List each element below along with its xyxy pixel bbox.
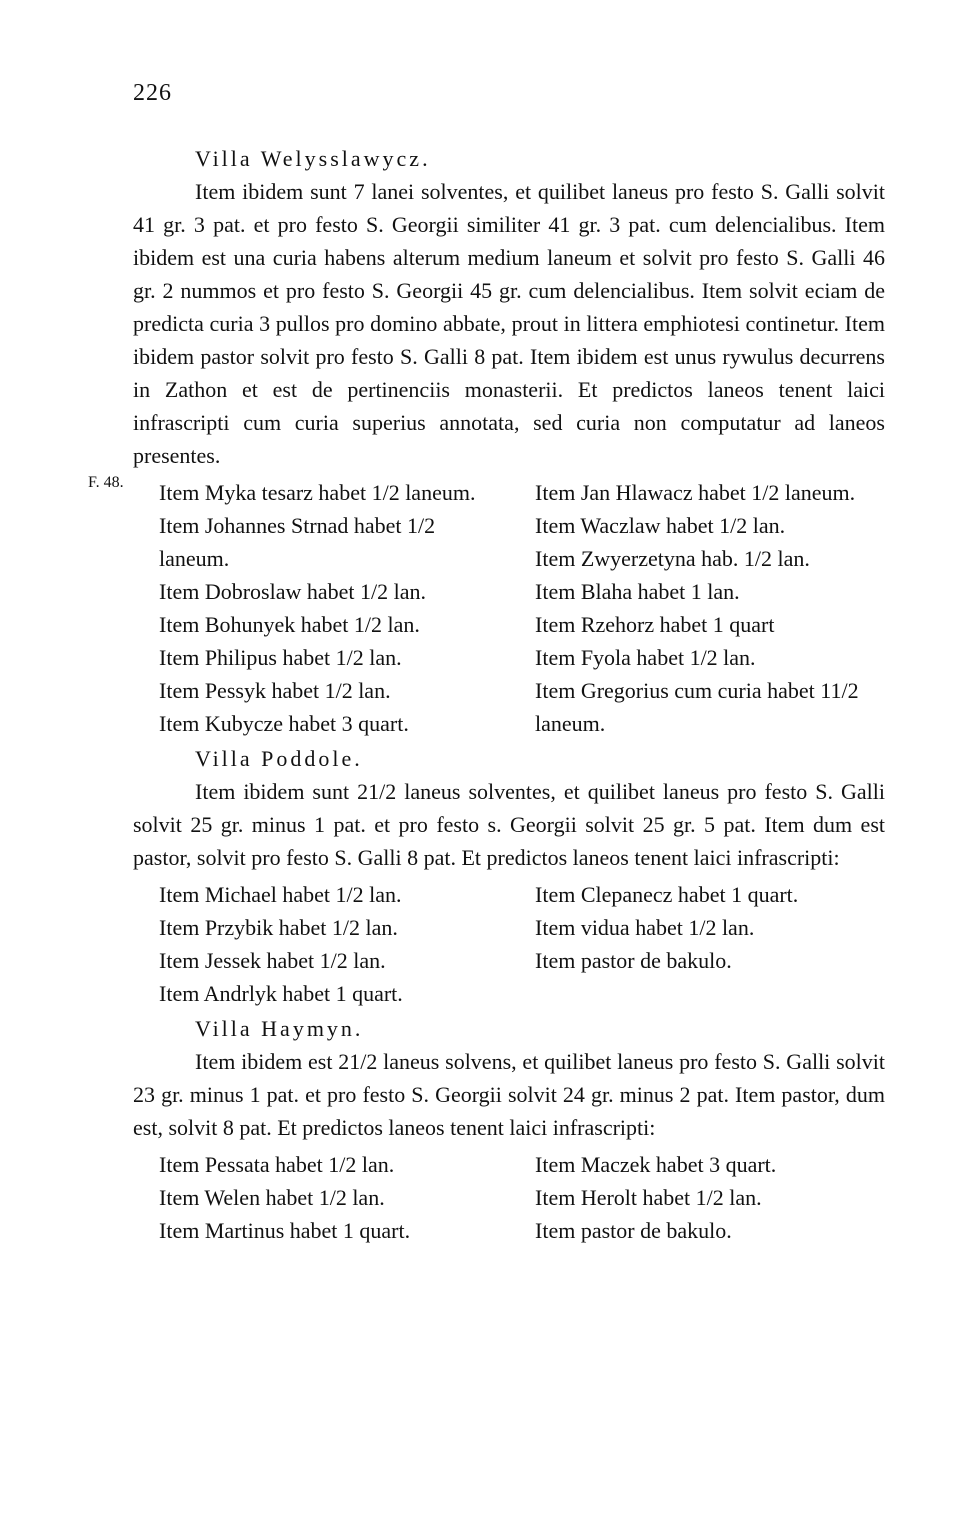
tenant-entry: Item pastor de bakulo. [535,1218,732,1243]
tenant-list-left [133,1148,509,1247]
tenant-entry: Item Blaha habet 1 lan. [535,579,740,604]
tenant-entry: Item Jessek habet 1/2 lan. [159,948,386,973]
tenant-entry: Item Herolt habet 1/2 lan. [535,1185,762,1210]
section-poddole [133,742,885,1010]
tenant-entry: Item Pessyk habet 1/2 lan. [159,678,391,703]
document-body [133,142,885,1249]
tenant-entry: Item Przybik habet 1/2 lan. [159,915,398,940]
section-heading: Villa Haymyn. [195,1016,364,1041]
tenant-entry: Item Bohunyek habet 1/2 lan. [159,612,420,637]
tenant-list-right [509,476,885,740]
tenant-list-right [509,1148,885,1247]
tenant-entry: Item Michael habet 1/2 lan. [159,882,402,907]
tenant-entry: Item Pessata habet 1/2 lan. [159,1152,395,1177]
tenant-entry: Item Johannes Strnad habet 1/2 laneum. [159,513,436,571]
section-paragraph: Item ibidem est 21/2 laneus solvens, et quilibet laneus pro festo S. Galli solvit 23 gr. minus 1 pat. et pro festo S. Georgii solvit 24 gr. minus 2 pat. Item pastor, dum est, solvit 8 pat. Et predictos laneos tenent laici infrascripti: [133,1049,885,1140]
tenant-entry: Item Myka tesarz habet 1/2 laneum. [159,480,476,505]
tenant-entry: Item Jan Hlawacz habet 1/2 laneum. [535,480,856,505]
tenant-entry: Item Clepanecz habet 1 quart. [535,882,799,907]
section-heading: Villa Poddole. [195,746,363,771]
tenant-list [133,878,885,1010]
tenant-entry: Item pastor de bakulo. [535,948,732,973]
margin-note: F. 48. [88,474,124,491]
tenant-list-left [133,878,509,1010]
tenant-entry: Item Rzehorz habet 1 quart [535,612,775,637]
page-number: 226 [133,80,172,106]
tenant-entry: Item Kubycze habet 3 quart. [159,711,409,736]
section-haymyn [133,1012,885,1247]
section-paragraph: Item ibidem sunt 7 lanei solventes, et quilibet laneus pro festo S. Galli solvit 41 gr. 3 pat. et pro festo S. Georgii similiter 41 gr. 3 pat. cum delencialibus. Item ibidem est una curia habens alterum medium laneum et solvit pro festo S. Galli 46 gr. 2 nummos et pro festo S. Georgii 45 gr. cum delencialibus. Item solvit eciam de predicta curia 3 pullos pro domino abbate, prout in littera emphiotesi continetur. Item ibidem pastor solvit pro festo S. Galli 8 pat. Item ibidem est unus rywulus decurrens in Zathon et est de pertinenciis monasterii. Et predictos laneos tenent laici infrascripti cum curia superius annotata, sed curia non computatur ad laneos presentes. [133,179,885,468]
tenant-entry: Item Gregorius cum curia habet 11/2 laneum. [535,678,859,736]
tenant-entry: Item Philipus habet 1/2 lan. [159,645,402,670]
tenant-entry: Item Waczlaw habet 1/2 lan. [535,513,786,538]
tenant-entry: Item Zwyerzetyna hab. 1/2 lan. [535,546,810,571]
tenant-entry: Item Fyola habet 1/2 lan. [535,645,756,670]
section-paragraph: Item ibidem sunt 21/2 laneus solventes, et quilibet laneus pro festo S. Galli solvit 25 gr. minus 1 pat. et pro festo s. Georgii solvit 25 gr. 5 pat. Item dum est pastor, solvit pro festo S. Galli 8 pat. Et predictos laneos tenent laici infrascripti: [133,779,885,870]
tenant-entry: Item Welen habet 1/2 lan. [159,1185,385,1210]
tenant-list [133,1148,885,1247]
tenant-list-left [133,476,509,740]
tenant-list-right [509,878,885,1010]
tenant-list [133,476,885,740]
section-heading: Villa Welysslawycz. [195,146,431,171]
tenant-entry: Item Maczek habet 3 quart. [535,1152,777,1177]
tenant-entry: Item Andrlyk habet 1 quart. [159,981,403,1006]
section-welysslawycz [133,142,885,740]
tenant-entry: Item vidua habet 1/2 lan. [535,915,755,940]
tenant-entry: Item Martinus habet 1 quart. [159,1218,411,1243]
tenant-entry: Item Dobroslaw habet 1/2 lan. [159,579,426,604]
